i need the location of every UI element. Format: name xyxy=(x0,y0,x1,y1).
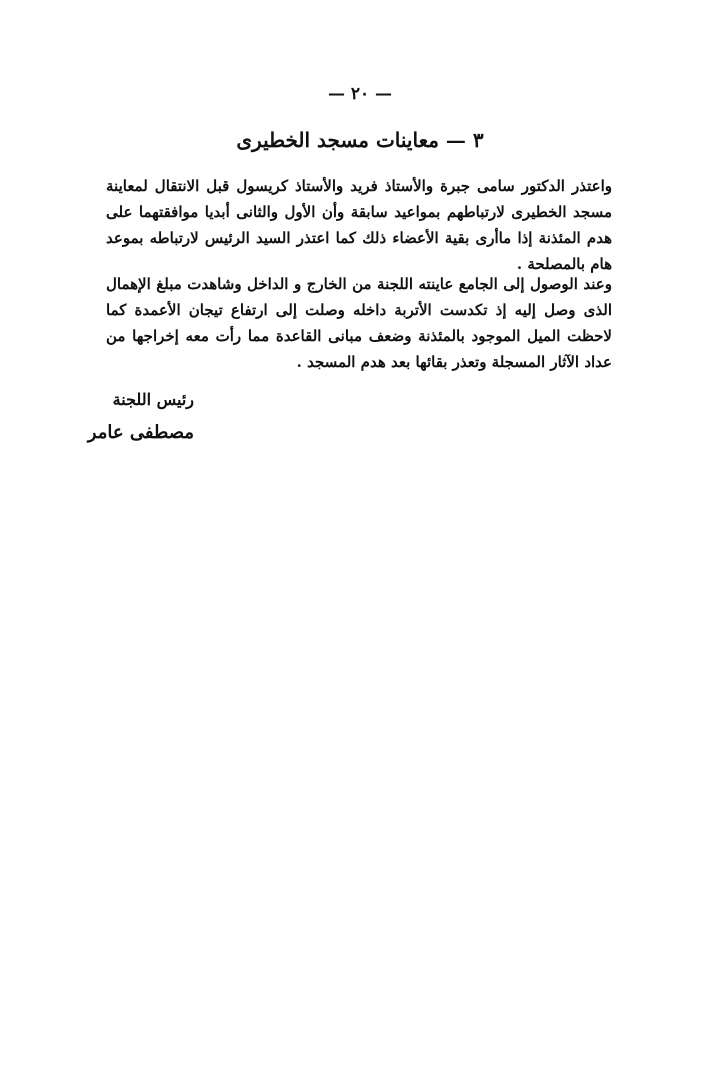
signature-title: رئيس اللجنة xyxy=(112,390,194,409)
paragraph-inspection: وعند الوصول إلى الجامع عاينته اللجنة من الخارج و الداخل وشاهدت مبلغ الإهمال الذى وصل إليه إذ تكدست الأتربة داخله وصلت إلى ارتفاع تيجان الأعمدة كما لاحظت الميل الموجود بالمئذنة وضعف مبانى القاعدة مما رأت معه إخراجها من عداد الآثار المسجلة وتعذر بقائها بعد هدم المسجد . xyxy=(106,275,612,371)
signature-name: مصطفى عامر xyxy=(87,422,194,443)
paragraph-apologies: واعتذر الدكتور سامى جبرة والأستاذ فريد والأستاذ كريسول قبل الانتقال لمعاينة مسجد الخطيرى لارتباطهم بمواعيد سابقة وأن الأول والثانى أبديا موافقتهما على هدم المئذنة إذا ماأرى بقية الأعضاء ذلك كما اعتذر السيد الرئيس لارتباطه بموعد هام بالمصلحة . xyxy=(106,177,612,273)
page-number: — ٢٠ — xyxy=(327,84,393,104)
section-title: ٣ — معاينات مسجد الخطيرى xyxy=(236,128,484,152)
